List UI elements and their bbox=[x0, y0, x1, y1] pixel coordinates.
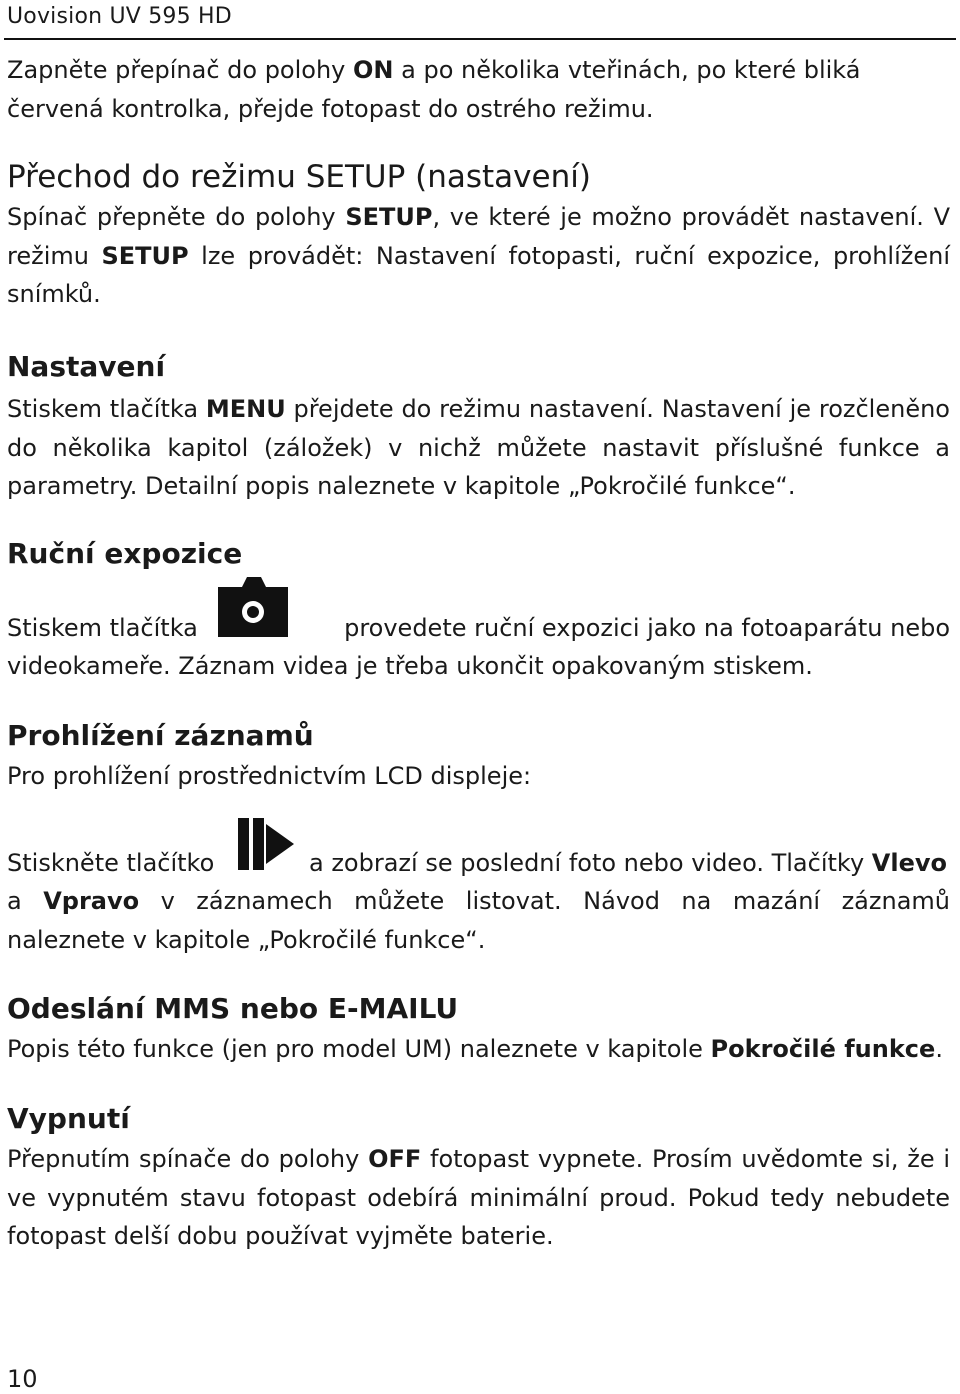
text-run: a po několika vteřinách, po které bliká červená kontrolka, přejde fotopast do ostrého režimu. bbox=[7, 56, 861, 123]
vypnuti-paragraph bbox=[7, 1140, 950, 1256]
section-heading: Prohlížení záznamů bbox=[7, 719, 314, 752]
text-run: lze provádět: Nastavení fotopasti, ruční expozice, prohlížení snímků. bbox=[7, 241, 950, 308]
text-run: Stiskněte tlačítko bbox=[7, 849, 215, 877]
text-run: Spínač přepněte do polohy bbox=[7, 203, 346, 231]
text-run: Pro prohlížení prostřednictvím LCD displeje: bbox=[7, 762, 532, 790]
section-heading: Nastavení bbox=[7, 350, 166, 383]
bold-term: SETUP bbox=[101, 241, 189, 270]
rucni-section bbox=[7, 535, 950, 573]
bold-term: MENU bbox=[205, 395, 286, 423]
page-number: 10 bbox=[7, 1365, 38, 1393]
text-run: Zapněte přepínač do polohy bbox=[7, 56, 354, 84]
section-heading: Odeslání MMS nebo E-MAILU bbox=[7, 992, 459, 1025]
header-divider bbox=[4, 38, 956, 40]
intro-section bbox=[7, 51, 950, 128]
text-run: Popis této funkce (jen pro model UM) naleznete v kapitole bbox=[7, 1035, 711, 1063]
bold-term: Vpravo bbox=[43, 887, 140, 915]
prohlizeni-paragraph bbox=[7, 882, 950, 959]
bold-term: Pokročilé funkce bbox=[710, 1035, 936, 1063]
intro-paragraph bbox=[7, 51, 950, 128]
bold-term: SETUP bbox=[345, 203, 433, 231]
section-heading: Vypnutí bbox=[7, 1102, 130, 1135]
text-run: a zobrazí se poslední foto nebo video. Tlačítky bbox=[309, 849, 872, 877]
text-run: , ve které je možno provádět nastavení. V režimu bbox=[7, 203, 951, 270]
rucni-line-1 bbox=[7, 609, 950, 647]
text-run: Stiskem tlačítka bbox=[7, 395, 206, 423]
text-run: . bbox=[935, 1035, 943, 1063]
text-run: přejdete do režimu nastavení. Nastavení je rozčleněno do několika kapitol (záložek) v nichž můžete nastavit příslušné funkce a parametry. Detailní popis naleznete v kapitole „Pokročilé funkce“. bbox=[7, 395, 950, 500]
section-heading: Ruční expozice bbox=[7, 537, 243, 570]
text-run: fotopast vypnete. Prosím uvědomte si, že i ve vypnutém stavu fotopast odebírá minimální proud. Pokud tedy nebudete fotopast delší dobu používat vyjměte baterie. bbox=[7, 1145, 951, 1250]
prohlizeni-line-1 bbox=[7, 844, 950, 882]
text-run: Stiskem tlačítka bbox=[7, 614, 198, 642]
text-run: Přepnutím spínače do polohy bbox=[7, 1145, 369, 1173]
mms-section bbox=[7, 990, 950, 1069]
text-run: videokameře. Záznam videa je třeba ukončit opakovaným stiskem. bbox=[7, 652, 813, 680]
bold-term: OFF bbox=[368, 1145, 422, 1173]
text-run: a bbox=[7, 887, 44, 915]
text-run: provedete ruční expozici jako na fotoaparátu nebo bbox=[344, 614, 950, 642]
bold-term: Vlevo bbox=[871, 849, 947, 877]
rucni-line-2 bbox=[7, 647, 950, 686]
running-header: Uovision UV 595 HD bbox=[7, 4, 232, 29]
prohlizeni-section bbox=[7, 717, 950, 796]
setup-section bbox=[7, 158, 950, 314]
vypnuti-section bbox=[7, 1100, 950, 1256]
mms-paragraph bbox=[7, 1030, 950, 1069]
setup-paragraph bbox=[7, 198, 950, 314]
bold-term: ON bbox=[353, 56, 394, 84]
nastaveni-paragraph bbox=[7, 390, 950, 506]
section-heading: Přechod do režimu SETUP (nastavení) bbox=[7, 159, 591, 195]
text-run: v záznamech můžete listovat. Návod na mazání záznamů naleznete v kapitole „Pokročilé funkce“. bbox=[7, 887, 950, 954]
nastaveni-section bbox=[7, 348, 950, 506]
